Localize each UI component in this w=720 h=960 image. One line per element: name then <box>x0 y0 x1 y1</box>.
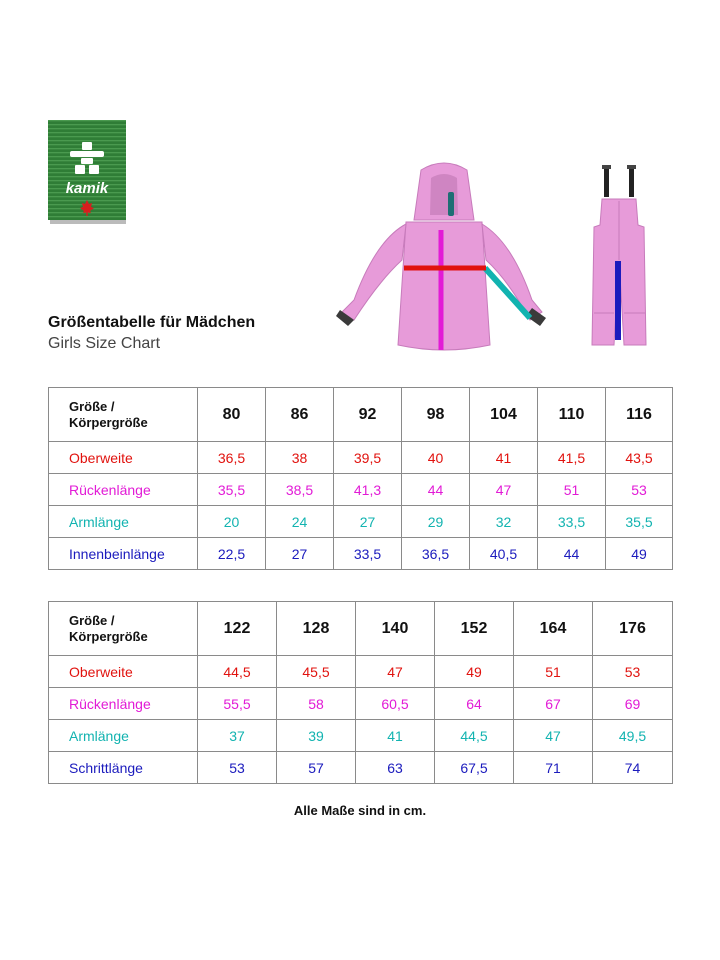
svg-text:kamik: kamik <box>65 180 109 197</box>
value-cell: 39,5 <box>334 442 402 474</box>
size-cell: 98 <box>402 388 470 442</box>
row-label: Innenbeinlänge <box>49 538 198 570</box>
size-header-line2: Körpergröße <box>69 414 148 430</box>
value-cell: 58 <box>277 688 356 720</box>
value-cell: 38 <box>266 442 334 474</box>
pants-illustration <box>584 165 654 347</box>
row-label: Oberweite <box>49 442 198 474</box>
value-cell: 67,5 <box>435 752 514 784</box>
title-block <box>48 314 255 353</box>
value-cell: 22,5 <box>198 538 266 570</box>
value-cell: 67 <box>514 688 593 720</box>
value-cell: 40 <box>402 442 470 474</box>
jacket-illustration <box>336 160 554 355</box>
value-cell: 27 <box>334 506 402 538</box>
value-cell: 36,5 <box>402 538 470 570</box>
innenbeinlaenge-row <box>49 538 673 570</box>
oberweite-row <box>49 442 673 474</box>
size-cell: 116 <box>606 388 673 442</box>
header-row <box>49 388 673 442</box>
value-cell: 27 <box>266 538 334 570</box>
value-cell: 36,5 <box>198 442 266 474</box>
size-cell: 86 <box>266 388 334 442</box>
armlaenge-row <box>49 720 673 752</box>
chart-title-german: Größentabelle für Mädchen <box>48 314 256 331</box>
value-cell: 41,3 <box>334 474 402 506</box>
value-cell: 20 <box>198 506 266 538</box>
value-cell: 41,5 <box>538 442 606 474</box>
size-header-cell <box>49 388 198 442</box>
value-cell: 69 <box>593 688 673 720</box>
value-cell: 24 <box>266 506 334 538</box>
kamik-logo <box>48 120 126 224</box>
rueckenlaenge-row <box>49 688 673 720</box>
value-cell: 51 <box>514 656 593 688</box>
row-label: Oberweite <box>49 656 198 688</box>
value-cell: 33,5 <box>538 506 606 538</box>
size-header-line2: Körpergröße <box>69 628 148 644</box>
value-cell: 47 <box>514 720 593 752</box>
value-cell: 51 <box>538 474 606 506</box>
value-cell: 40,5 <box>470 538 538 570</box>
value-cell: 74 <box>593 752 673 784</box>
size-header-cell <box>49 602 198 656</box>
row-label: Rückenlänge <box>49 688 198 720</box>
size-cell: 176 <box>593 602 673 656</box>
value-cell: 45,5 <box>277 656 356 688</box>
armlaenge-row <box>49 506 673 538</box>
size-cell: 122 <box>198 602 277 656</box>
chart-title-english: Girls Size Chart <box>48 335 161 352</box>
size-cell: 164 <box>514 602 593 656</box>
value-cell: 44 <box>538 538 606 570</box>
size-table-small <box>48 387 673 570</box>
row-label: Schrittlänge <box>49 752 198 784</box>
value-cell: 64 <box>435 688 514 720</box>
rueckenlaenge-row <box>49 474 673 506</box>
row-label: Rückenlänge <box>49 474 198 506</box>
schrittlaenge-row <box>49 752 673 784</box>
size-cell: 104 <box>470 388 538 442</box>
size-cell: 152 <box>435 602 514 656</box>
value-cell: 53 <box>593 656 673 688</box>
value-cell: 35,5 <box>198 474 266 506</box>
size-table-large <box>48 601 673 784</box>
value-cell: 53 <box>198 752 277 784</box>
row-label: Armlänge <box>49 720 198 752</box>
value-cell: 49,5 <box>593 720 673 752</box>
value-cell: 37 <box>198 720 277 752</box>
value-cell: 47 <box>356 656 435 688</box>
value-cell: 32 <box>470 506 538 538</box>
value-cell: 29 <box>402 506 470 538</box>
oberweite-row <box>49 656 673 688</box>
size-cell: 92 <box>334 388 402 442</box>
value-cell: 44 <box>402 474 470 506</box>
value-cell: 43,5 <box>606 442 673 474</box>
size-cell: 128 <box>277 602 356 656</box>
row-label: Armlänge <box>49 506 198 538</box>
size-cell: 110 <box>538 388 606 442</box>
value-cell: 60,5 <box>356 688 435 720</box>
value-cell: 53 <box>606 474 673 506</box>
value-cell: 57 <box>277 752 356 784</box>
value-cell: 63 <box>356 752 435 784</box>
value-cell: 39 <box>277 720 356 752</box>
value-cell: 41 <box>470 442 538 474</box>
header-row <box>49 602 673 656</box>
value-cell: 49 <box>435 656 514 688</box>
value-cell: 44,5 <box>435 720 514 752</box>
value-cell: 47 <box>470 474 538 506</box>
value-cell: 55,5 <box>198 688 277 720</box>
size-header-line1: Größe / <box>69 398 115 414</box>
units-note: Alle Maße sind in cm. <box>293 803 427 818</box>
value-cell: 38,5 <box>266 474 334 506</box>
value-cell: 71 <box>514 752 593 784</box>
size-cell: 80 <box>198 388 266 442</box>
value-cell: 49 <box>606 538 673 570</box>
size-cell: 140 <box>356 602 435 656</box>
value-cell: 41 <box>356 720 435 752</box>
value-cell: 35,5 <box>606 506 673 538</box>
value-cell: 33,5 <box>334 538 402 570</box>
size-header-line1: Größe / <box>69 612 115 628</box>
value-cell: 44,5 <box>198 656 277 688</box>
